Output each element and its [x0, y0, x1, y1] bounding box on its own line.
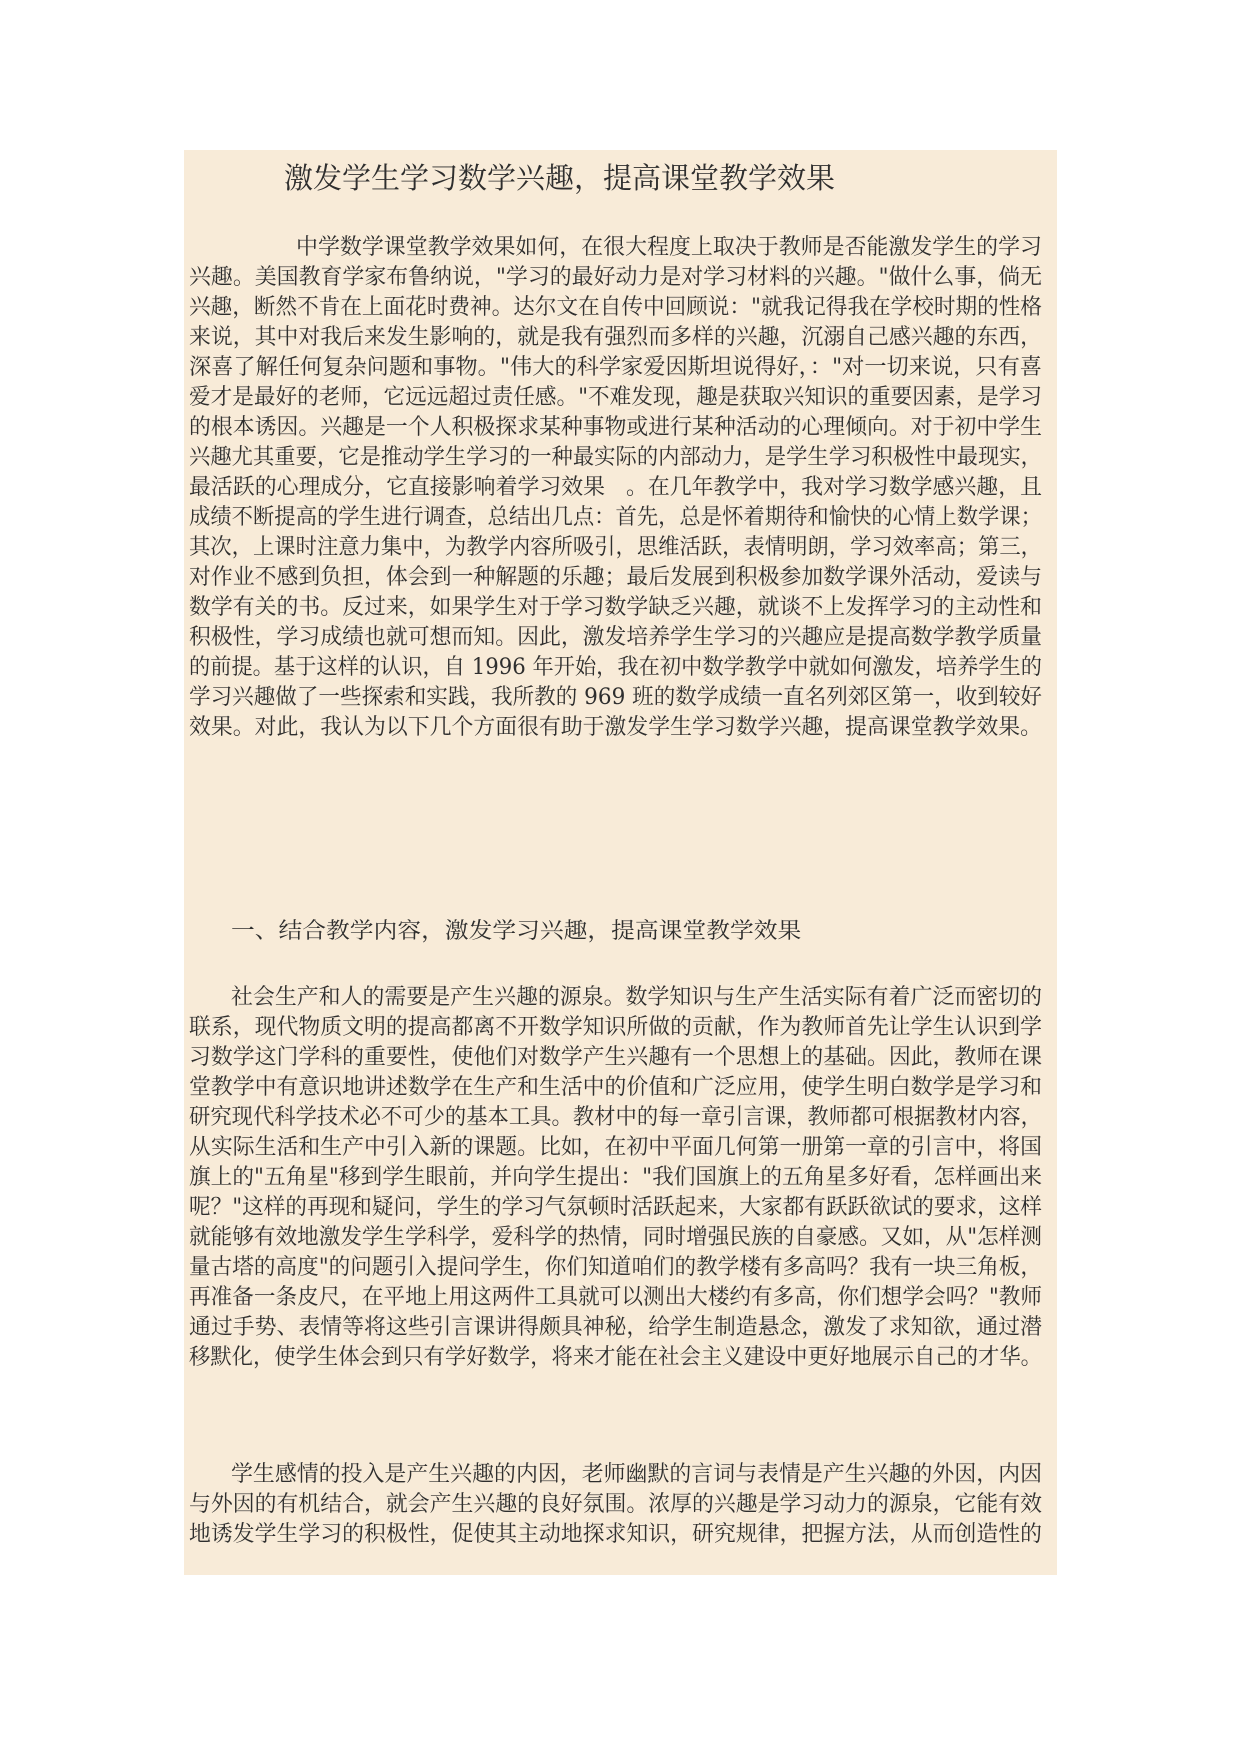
- paragraph2-line: 堂教学中有意识地讲述数学在生产和生活中的价值和广泛应用，使学生明白数学是学习和: [189, 1075, 1042, 1100]
- paragraph2-line: 从实际生活和生产中引入新的课题。比如，在初中平面几何第一册第一章的引言中，将国: [189, 1135, 1042, 1160]
- paragraph1-line: 学习兴趣做了一些探索和实践，我所教的 969 班的数学成绩一直名列郊区第一，收到较好: [189, 685, 1042, 710]
- paragraph2-line: 再准备一条皮尺，在平地上用这两件工具就可以测出大楼约有多高，你们想学会吗？"教师: [189, 1285, 1042, 1310]
- paragraph1-line: 的前提。基于这样的认识，自 1996 年开始，我在初中数学教学中就如何激发，培养学生的: [189, 655, 1042, 680]
- paragraph3-line: 地诱发学生学习的积极性，促使其主动地探求知识，研究规律，把握方法，从而创造性的: [189, 1522, 1042, 1547]
- paragraph1-line: 最活跃的心理成分，它直接影响着学习效果 。在几年教学中，我对学习数学感兴趣，且: [189, 475, 1042, 500]
- paragraph1-line: 其次，上课时注意力集中，为教学内容所吸引，思维活跃，表情明朗，学习效率高；第三，: [189, 535, 1042, 560]
- paragraph2-line: 旗上的"五角星"移到学生眼前，并向学生提出："我们国旗上的五角星多好看，怎样画出来: [189, 1165, 1042, 1190]
- paragraph1-line: 来说，其中对我后来发生影响的，就是我有强烈而多样的兴趣，沉溺自己感兴趣的东西，: [189, 325, 1042, 350]
- section-heading: 一、结合教学内容，激发学习兴趣，提高课堂教学效果: [231, 919, 802, 944]
- paragraph1-line: 兴趣，断然不肯在上面花时费神。达尔文在自传中回顾说："就我记得我在学校时期的性格: [189, 295, 1042, 320]
- paragraph1-line: 爱才是最好的老师，它远远超过责任感。"不难发现，趣是获取兴知识的重要因素，是学习: [189, 385, 1042, 410]
- paragraph2-line: 移默化，使学生体会到只有学好数学，将来才能在社会主义建设中更好地展示自己的才华。: [189, 1345, 1042, 1370]
- paragraph2-line: 联系，现代物质文明的提高都离不开数学知识所做的贡献，作为教师首先让学生认识到学: [189, 1015, 1042, 1040]
- paragraph2-line: 就能够有效地激发学生学科学，爱科学的热情，同时增强民族的自豪感。又如，从"怎样测: [189, 1225, 1042, 1250]
- document-title: 激发学生学习数学兴趣，提高课堂教学效果: [284, 161, 836, 195]
- paragraph1-line: 对作业不感到负担，体会到一种解题的乐趣；最后发展到积极参加数学课外活动，爱读与: [189, 565, 1042, 590]
- paragraph1-line: 的根本诱因。兴趣是一个人积极探求某种事物或进行某种活动的心理倾向。对于初中学生: [189, 415, 1042, 440]
- paragraph3-line: 学生感情的投入是产生兴趣的内因，老师幽默的言词与表情是产生兴趣的外因，内因: [231, 1462, 1042, 1487]
- paragraph2-line: 习数学这门学科的重要性，使他们对数学产生兴趣有一个思想上的基础。因此，教师在课: [189, 1045, 1042, 1070]
- paragraph2-line: 通过手势、表情等将这些引言课讲得颇具神秘，给学生制造悬念，激发了求知欲，通过潜: [189, 1315, 1042, 1340]
- paragraph2-line: 研究现代科学技术必不可少的基本工具。教材中的每一章引言课，教师都可根据教材内容，: [189, 1105, 1042, 1130]
- paragraph2-line: 呢？"这样的再现和疑问，学生的学习气氛顿时活跃起来，大家都有跃跃欲试的要求，这样: [189, 1195, 1042, 1220]
- paragraph1-line: 数学有关的书。反过来，如果学生对于学习数学缺乏兴趣，就谈不上发挥学习的主动性和: [189, 595, 1042, 620]
- paragraph1-line: 积极性，学习成绩也就可想而知。因此，激发培养学生学习的兴趣应是提高数学教学质量: [189, 625, 1042, 650]
- paragraph1-line: 效果。对此，我认为以下几个方面很有助于激发学生学习数学兴趣，提高课堂教学效果。: [189, 715, 1042, 740]
- paragraph2-line: 量古塔的高度"的问题引入提问学生，你们知道咱们的教学楼有多高吗？我有一块三角板，: [189, 1255, 1042, 1280]
- paragraph3-line: 与外因的有机结合，就会产生兴趣的良好氛围。浓厚的兴趣是学习动力的源泉，它能有效: [189, 1492, 1042, 1517]
- paragraph1-line: 兴趣尤其重要，它是推动学生学习的一种最实际的内部动力，是学生学习积极性中最现实，: [189, 445, 1042, 470]
- paragraph1-line: 中学数学课堂教学效果如何，在很大程度上取决于教师是否能激发学生的学习: [296, 235, 1042, 260]
- paragraph1-line: 成绩不断提高的学生进行调查，总结出几点：首先，总是怀着期待和愉快的心情上数学课；: [189, 505, 1042, 530]
- paragraph1-line: 深喜了解任何复杂问题和事物。"伟大的科学家爱因斯坦说得好，："对一切来说，只有喜: [189, 355, 1042, 380]
- paragraph1-line: 兴趣。美国教育学家布鲁纳说，"学习的最好动力是对学习材料的兴趣。"做什么事，倘无: [189, 265, 1042, 290]
- paragraph2-line: 社会生产和人的需要是产生兴趣的源泉。数学知识与生产生活实际有着广泛而密切的: [231, 985, 1042, 1010]
